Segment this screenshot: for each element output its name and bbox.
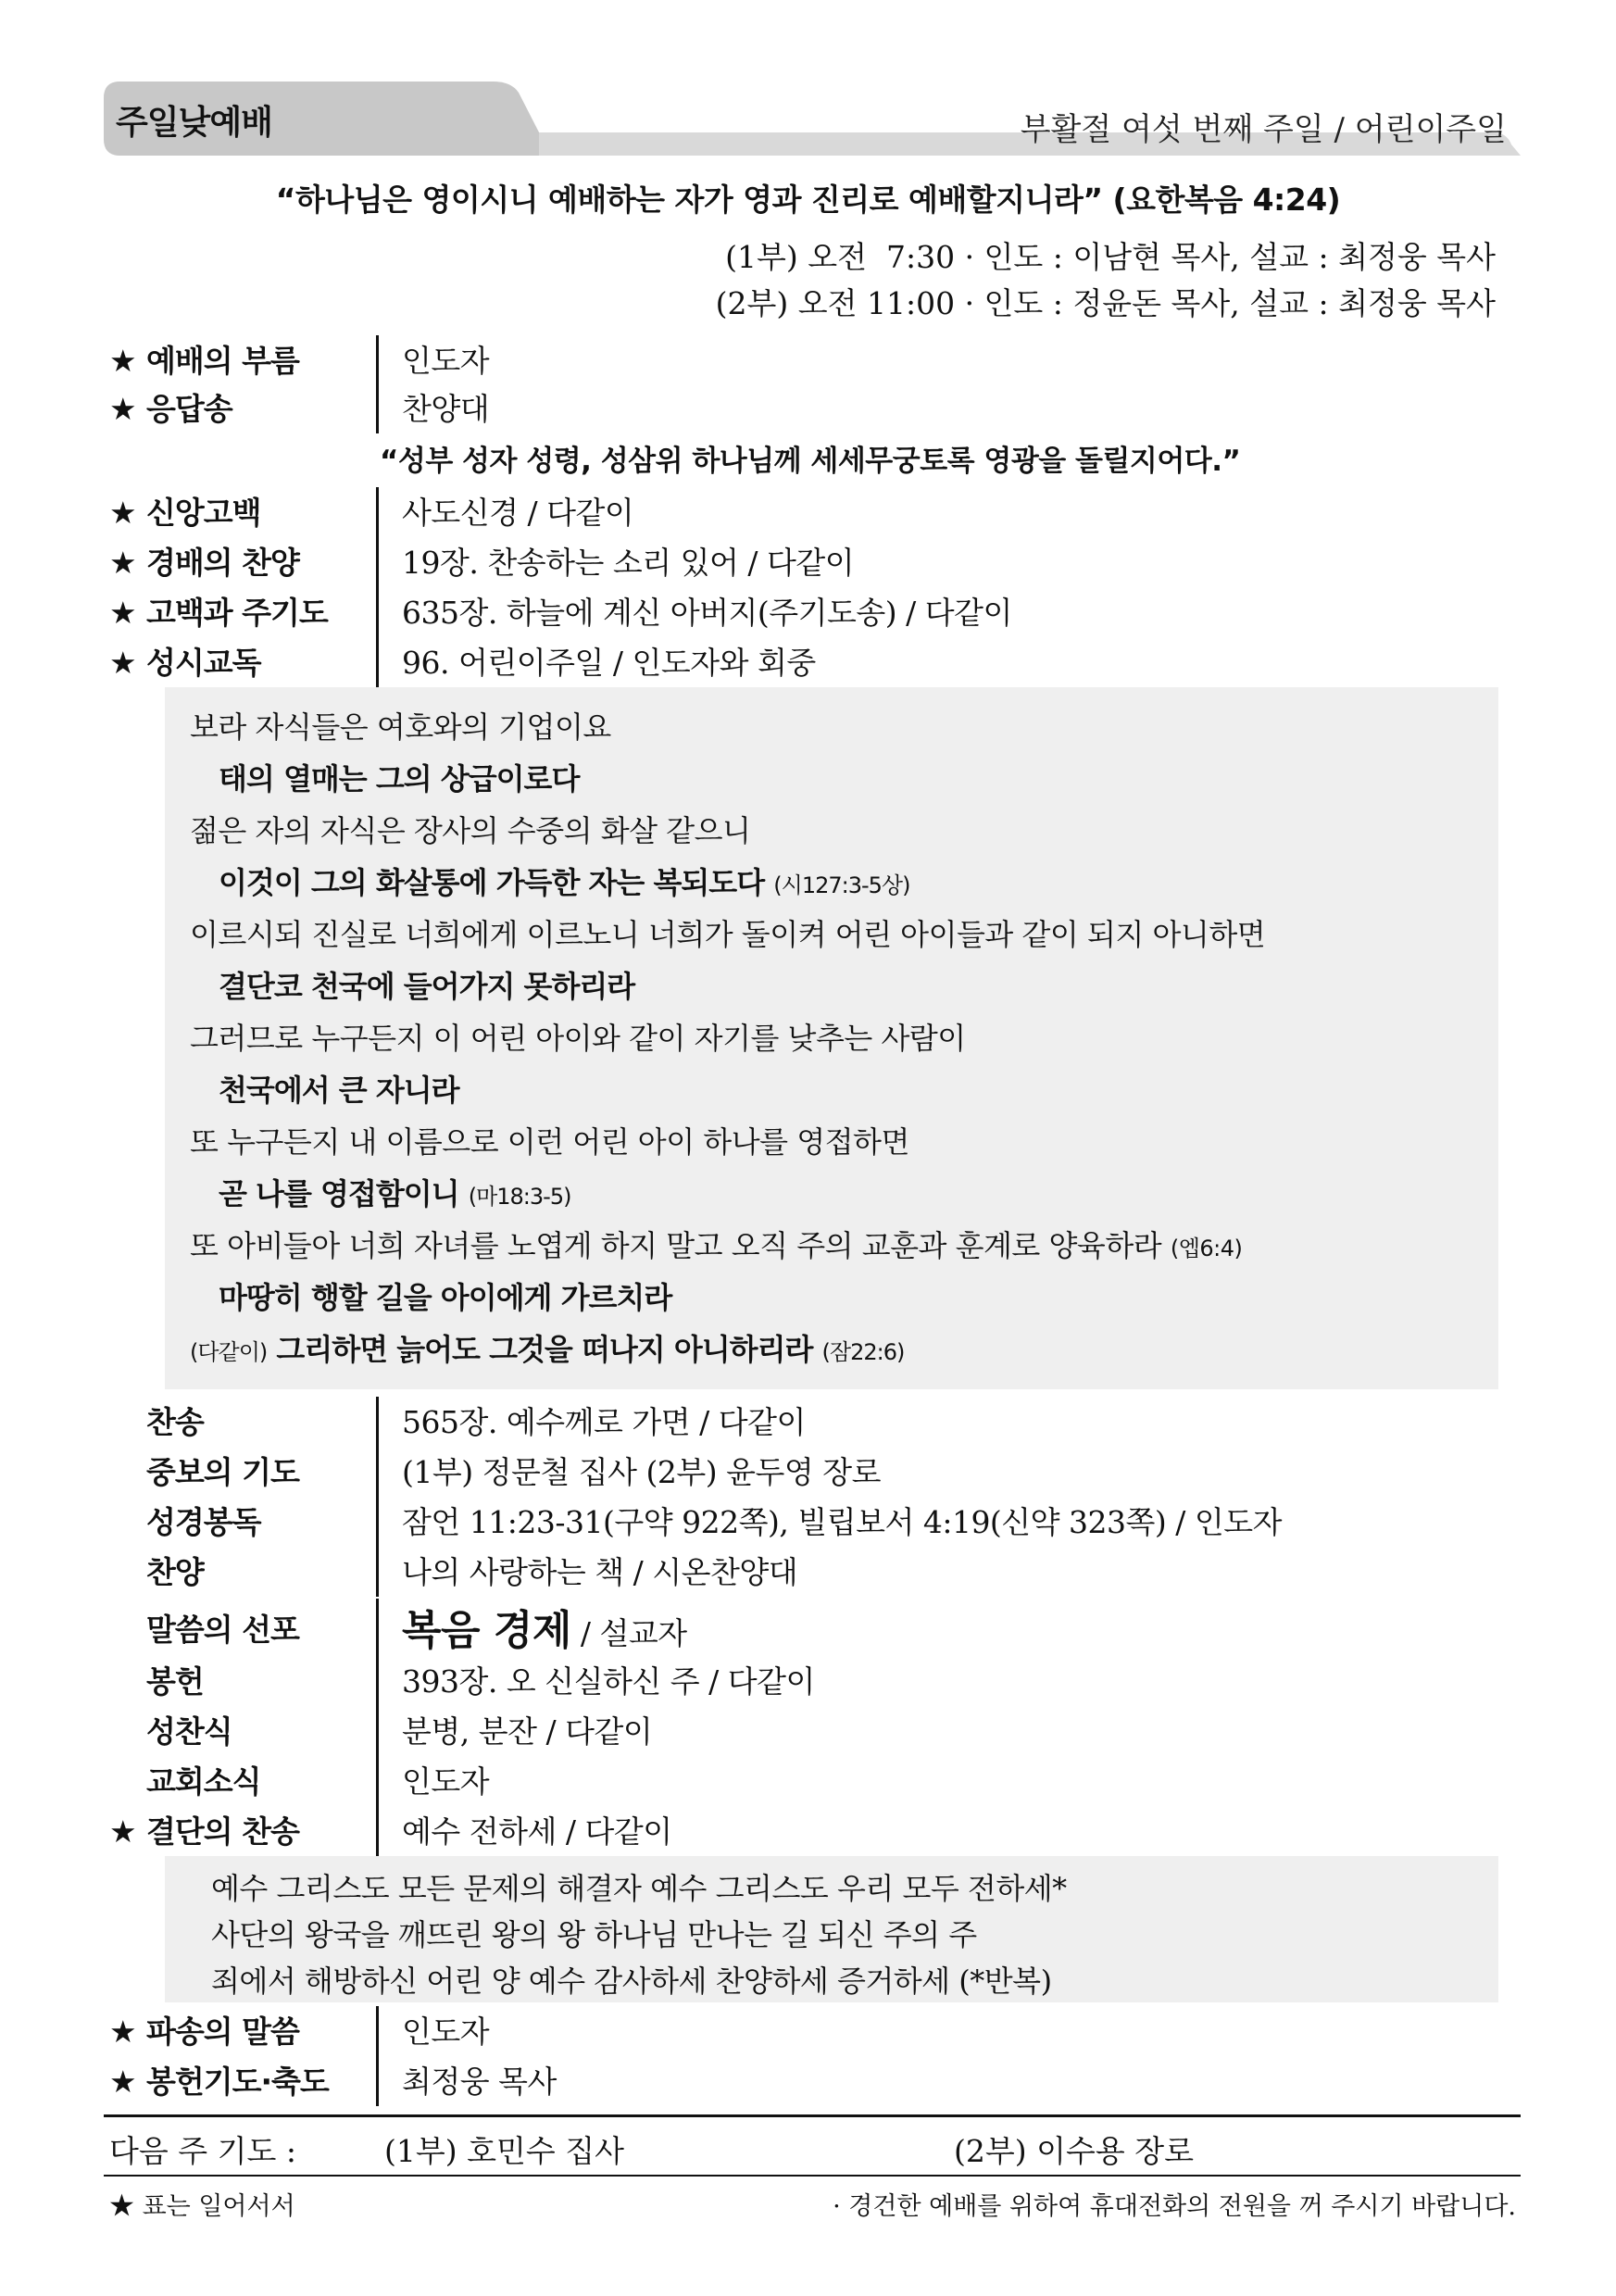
divider	[376, 1756, 379, 1806]
order-value: 635장. 하늘에 계신 아버지(주기도송) / 다같이	[402, 595, 1012, 631]
reading-line: 결단코 천국에 들어가지 못하리라	[219, 969, 635, 1004]
reading-line: 천국에서 큰 자니라	[219, 1073, 459, 1108]
footer-rule	[104, 2175, 1521, 2177]
divider	[376, 637, 379, 687]
order-value: 인도자	[402, 343, 490, 379]
phone-note: · 경건한 예배를 위하여 휴대전화의 전원을 꺼 주시기 바랍니다.	[833, 2192, 1516, 2221]
order-value: 96. 어린이주일 / 인도자와 회중	[402, 645, 816, 681]
order-item	[109, 385, 1498, 433]
reading-line: (다같이) 그리하면 늙어도 그것을 떠나지 아니하리라 (잠22:6)	[190, 1332, 905, 1367]
gloria-patri: “성부 성자 성령, 성삼위 하나님께 세세무궁토록 영광을 돌릴지어다.”	[380, 445, 1241, 478]
order-item	[109, 489, 1498, 537]
divider	[376, 2056, 379, 2106]
reading-line: 태의 열매는 그의 상급이로다	[219, 761, 580, 797]
order-value: 사도신경 / 다같이	[402, 495, 634, 531]
divider	[376, 1599, 379, 1656]
divider	[376, 1706, 379, 1756]
order-label: 경배의 찬양	[146, 545, 299, 581]
divider	[376, 2006, 379, 2056]
order-item	[109, 337, 1498, 385]
scripture-ref: (시127:3-5상)	[773, 872, 910, 898]
footer-rule	[104, 2114, 1521, 2117]
reading-line: 또 누구든지 내 이름으로 이런 어린 아이 하나를 영접하면	[190, 1124, 909, 1160]
order-value: 나의 사랑하는 책 / 시온찬양대	[402, 1554, 798, 1590]
scripture-ref: (잠22:6)	[821, 1339, 905, 1365]
divider	[376, 537, 379, 587]
header-occasion: 부활절 여섯 번째 주일 / 어린이주일	[1020, 111, 1507, 148]
order-value: / 설교자	[580, 1615, 687, 1651]
order-label: 예배의 부름	[146, 343, 299, 379]
order-item	[109, 1708, 1498, 1756]
order-label: 신앙고백	[146, 495, 261, 531]
lyric-line: 예수 그리스도 모든 문제의 해결자 예수 그리스도 우리 모두 전하세*	[211, 1871, 1067, 1906]
order-label: 파송의 말씀	[146, 2014, 299, 2050]
star-icon: ★	[109, 2014, 136, 2050]
star-icon: ★	[109, 545, 136, 581]
order-item	[109, 539, 1498, 587]
order-label: 성찬식	[146, 1713, 232, 1750]
divider	[376, 1806, 379, 1856]
order-value: 19장. 찬송하는 소리 있어 / 다같이	[402, 545, 855, 581]
reading-line: 그러므로 누구든지 이 어린 아이와 같이 자기를 낮추는 사람이	[190, 1021, 966, 1056]
order-value: 인도자	[402, 1763, 490, 1800]
reading-line: 이것이 그의 화살통에 가득한 자는 복되도다 (시127:3-5상)	[219, 865, 910, 900]
reading-line: 마땅히 행할 길을 아이에게 가르치라	[219, 1280, 672, 1315]
divider	[376, 587, 379, 637]
order-label: 교회소식	[146, 1763, 261, 1800]
sermon-title: 복음 경제	[402, 1607, 571, 1654]
star-icon: ★	[109, 1813, 136, 1850]
next-week-prayer-1: (1부) 호민수 집사	[384, 2133, 624, 2169]
order-item	[109, 1658, 1498, 1706]
order-label: 결단의 찬송	[146, 1813, 299, 1850]
star-icon: ★	[109, 495, 136, 531]
reading-line: 곧 나를 영접함이니 (마18:3-5)	[219, 1176, 571, 1211]
order-item	[109, 2008, 1498, 2056]
order-label: 봉헌기도·축도	[146, 2064, 329, 2100]
reading-line: 이르시되 진실로 너희에게 이르노니 너희가 돌이켜 어린 아이들과 같이 되지 아니하면	[190, 917, 1266, 952]
reading-prefix: (다같이)	[190, 1339, 268, 1365]
order-label: 말씀의 선포	[146, 1612, 299, 1648]
divider	[376, 335, 379, 385]
star-icon: ★	[109, 343, 136, 379]
divider	[376, 383, 379, 433]
order-label: 중보의 기도	[146, 1454, 299, 1490]
order-label: 성시교독	[146, 645, 261, 681]
order-label: 응답송	[146, 391, 232, 427]
order-item	[109, 1808, 1498, 1856]
order-label: 찬양	[146, 1554, 204, 1590]
order-item-sermon	[109, 1600, 1498, 1656]
order-label: 봉헌	[146, 1663, 204, 1700]
lyric-line: 죄에서 해방하신 어린 양 예수 감사하세 찬양하세 증거하세 (*반복)	[211, 1964, 1052, 1999]
divider	[376, 1397, 379, 1447]
order-item	[109, 2058, 1498, 2106]
order-item	[109, 1758, 1498, 1806]
standing-note: ★ 표는 일어서서	[109, 2192, 295, 2221]
order-label: 성경봉독	[146, 1504, 261, 1540]
order-value: 찬양대	[402, 391, 490, 427]
order-value: 565장. 예수께로 가면 / 다같이	[402, 1404, 806, 1440]
star-icon: ★	[109, 645, 136, 681]
service-2-info: (2부) 오전 11:00 · 인도 : 정윤돈 목사, 설교 : 최정웅 목사	[715, 285, 1496, 321]
service-1-info: (1부) 오전 7:30 · 인도 : 이남현 목사, 설교 : 최정웅 목사	[725, 239, 1496, 275]
reading-line: 또 아비들아 너희 자녀를 노엽게 하지 말고 오직 주의 교훈과 훈계로 양육하라 (엡6:4)	[190, 1228, 1243, 1263]
divider	[376, 1497, 379, 1547]
order-item	[109, 589, 1498, 637]
order-value: 인도자	[402, 2014, 490, 2050]
reading-line: 젊은 자의 자식은 장사의 수중의 화살 같으니	[190, 813, 751, 848]
next-week-label: 다음 주 기도 :	[109, 2133, 296, 2169]
star-icon: ★	[109, 595, 136, 631]
order-value: (1부) 정문철 집사 (2부) 윤두영 장로	[402, 1454, 881, 1490]
order-value: 분병, 분잔 / 다같이	[402, 1713, 653, 1750]
order-item	[109, 1499, 1498, 1547]
reading-line: 보라 자식들은 여호와의 기업이요	[190, 709, 611, 745]
order-item	[109, 1549, 1498, 1597]
order-value: 예수 전하세 / 다같이	[402, 1813, 672, 1850]
divider	[376, 1447, 379, 1497]
order-item	[109, 1399, 1498, 1447]
scripture-ref: (마18:3-5)	[468, 1184, 571, 1210]
order-value: 최정웅 목사	[402, 2064, 557, 2100]
order-label: 고백과 주기도	[146, 595, 328, 631]
theme-verse: “하나님은 영이시니 예배하는 자가 영과 진리로 예배할지니라” (요한복음 4:24)	[275, 182, 1341, 218]
star-icon: ★	[109, 391, 136, 427]
next-week-prayer-2: (2부) 이수용 장로	[954, 2133, 1194, 2169]
star-icon: ★	[109, 2064, 136, 2100]
lyric-line: 사단의 왕국을 깨뜨린 왕의 왕 하나님 만나는 길 되신 주의 주	[211, 1917, 977, 1952]
order-value: 잠언 11:23-31(구약 922쪽), 빌립보서 4:19(신약 323쪽) / 인도자	[402, 1504, 1283, 1540]
order-label: 찬송	[146, 1404, 204, 1440]
divider	[376, 1656, 379, 1706]
header-tab-label: 주일낮예배	[116, 104, 272, 142]
order-value: 393장. 오 신실하신 주 / 다같이	[402, 1663, 815, 1700]
divider	[376, 1547, 379, 1597]
order-item	[109, 639, 1498, 687]
divider	[376, 487, 379, 537]
scripture-ref: (엡6:4)	[1170, 1236, 1243, 1261]
order-item	[109, 1449, 1498, 1497]
